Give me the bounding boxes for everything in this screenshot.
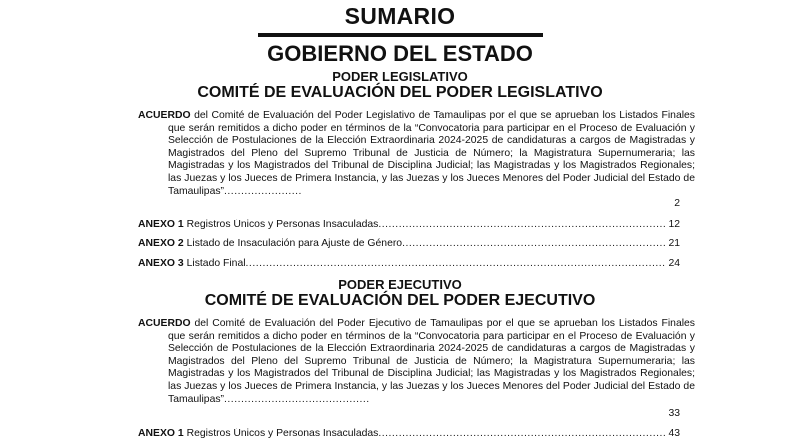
agreement-text: del Comité de Evaluación del Poder Legislativo de Tamaulipas por el que se aprueban los Listados Finales que serán remitidos a dicho poder en términos de la “Convocatoria para participar en el Proceso de Evaluación y Selección de Postulaciones de la Elección Extraordinaria 2024-2025 de candidaturas a cargos de Magistradas y Magistrados del Pleno del Supremo Tribunal de Justicia de Número; la Magistratura Supernumeraria; las Magistradas y los Magistrados del Tribunal de Disciplina Judicial; las Magistradas y los Magistrados Regionales; las Juezas y los Jueces de Primera Instancia, y las Juezas y los Jueces Menores del Poder Judicial del Estado de Tamaulipas” — [168, 110, 696, 197]
annex-label: ANEXO 1 — [138, 219, 184, 230]
leader-dots — [402, 238, 665, 252]
summary-title: SUMARIO — [344, 3, 456, 29]
legislative-power-heading: PODER LEGISLATIVO — [332, 69, 468, 84]
annex-text: Registros Únicos y Personas Insaculadas — [186, 219, 379, 230]
legislative-annex-1-page: 12 — [668, 219, 680, 230]
legislative-committee-heading: COMITÉ DE EVALUACIÓN DEL PODER LEGISLATIVO — [197, 84, 603, 101]
title-underline — [258, 33, 543, 37]
annex-text: Listado Final — [186, 258, 246, 269]
leader-dots: ........................................... — [224, 393, 370, 405]
executive-annex-1-page: 43 — [668, 428, 680, 439]
legislative-annex-2-entry[interactable] — [138, 238, 665, 252]
legislative-agreement-entry[interactable] — [138, 110, 695, 198]
government-heading: GOBIERNO DEL ESTADO — [267, 41, 533, 66]
executive-committee-heading: COMITÉ DE EVALUACIÓN DEL PODER EJECUTIVO — [204, 292, 596, 309]
agreement-label: ACUERDO — [138, 318, 191, 329]
leader-dots — [378, 428, 665, 442]
agreement-text: del Comité de Evaluación del Poder Ejecutivo de Tamaulipas por el que se aprueban los Listados Finales que serán remitidos a dicho poder en términos de la “Convocatoria para participar en el Proceso de Evaluación y Selección de Postulaciones de la Elección Extraordinaria 2024-2025 de candidaturas a cargos de Magistradas y Magistrados del Pleno del Supremo Tribunal de Justicia de Número; la Magistratura Supernumeraria; las Magistradas y los Magistrados del Tribunal de Disciplina Judicial; las Magistradas y los Magistrados Regionales; las Juezas y los Jueces de Primera Instancia, y las Juezas y los Jueces Menores del Poder Judicial del Estado de Tamaulipas” — [168, 318, 696, 405]
annex-label: ANEXO 2 — [138, 238, 184, 249]
leader-dots — [378, 219, 665, 233]
legislative-agreement-page: 2 — [674, 198, 680, 209]
executive-agreement-entry[interactable] — [138, 318, 695, 406]
legislative-annex-1-entry[interactable] — [138, 219, 665, 233]
agreement-label: ACUERDO — [138, 110, 191, 121]
leader-dots — [246, 258, 665, 272]
annex-label: ANEXO 1 — [138, 428, 184, 439]
legislative-annex-3-entry[interactable] — [138, 258, 665, 272]
legislative-annex-2-page: 21 — [668, 238, 680, 249]
executive-annex-1-entry[interactable] — [138, 428, 665, 442]
legislative-annex-3-page: 24 — [668, 258, 680, 269]
leader-dots: ....................... — [224, 185, 302, 197]
annex-text: Registros Únicos y Personas Insaculadas — [186, 428, 379, 439]
executive-power-heading: PODER EJECUTIVO — [338, 277, 462, 292]
annex-label: ANEXO 3 — [138, 258, 184, 269]
annex-text: Listado de Insaculación para Ajuste de Género — [186, 238, 403, 249]
executive-agreement-page: 33 — [668, 408, 680, 419]
